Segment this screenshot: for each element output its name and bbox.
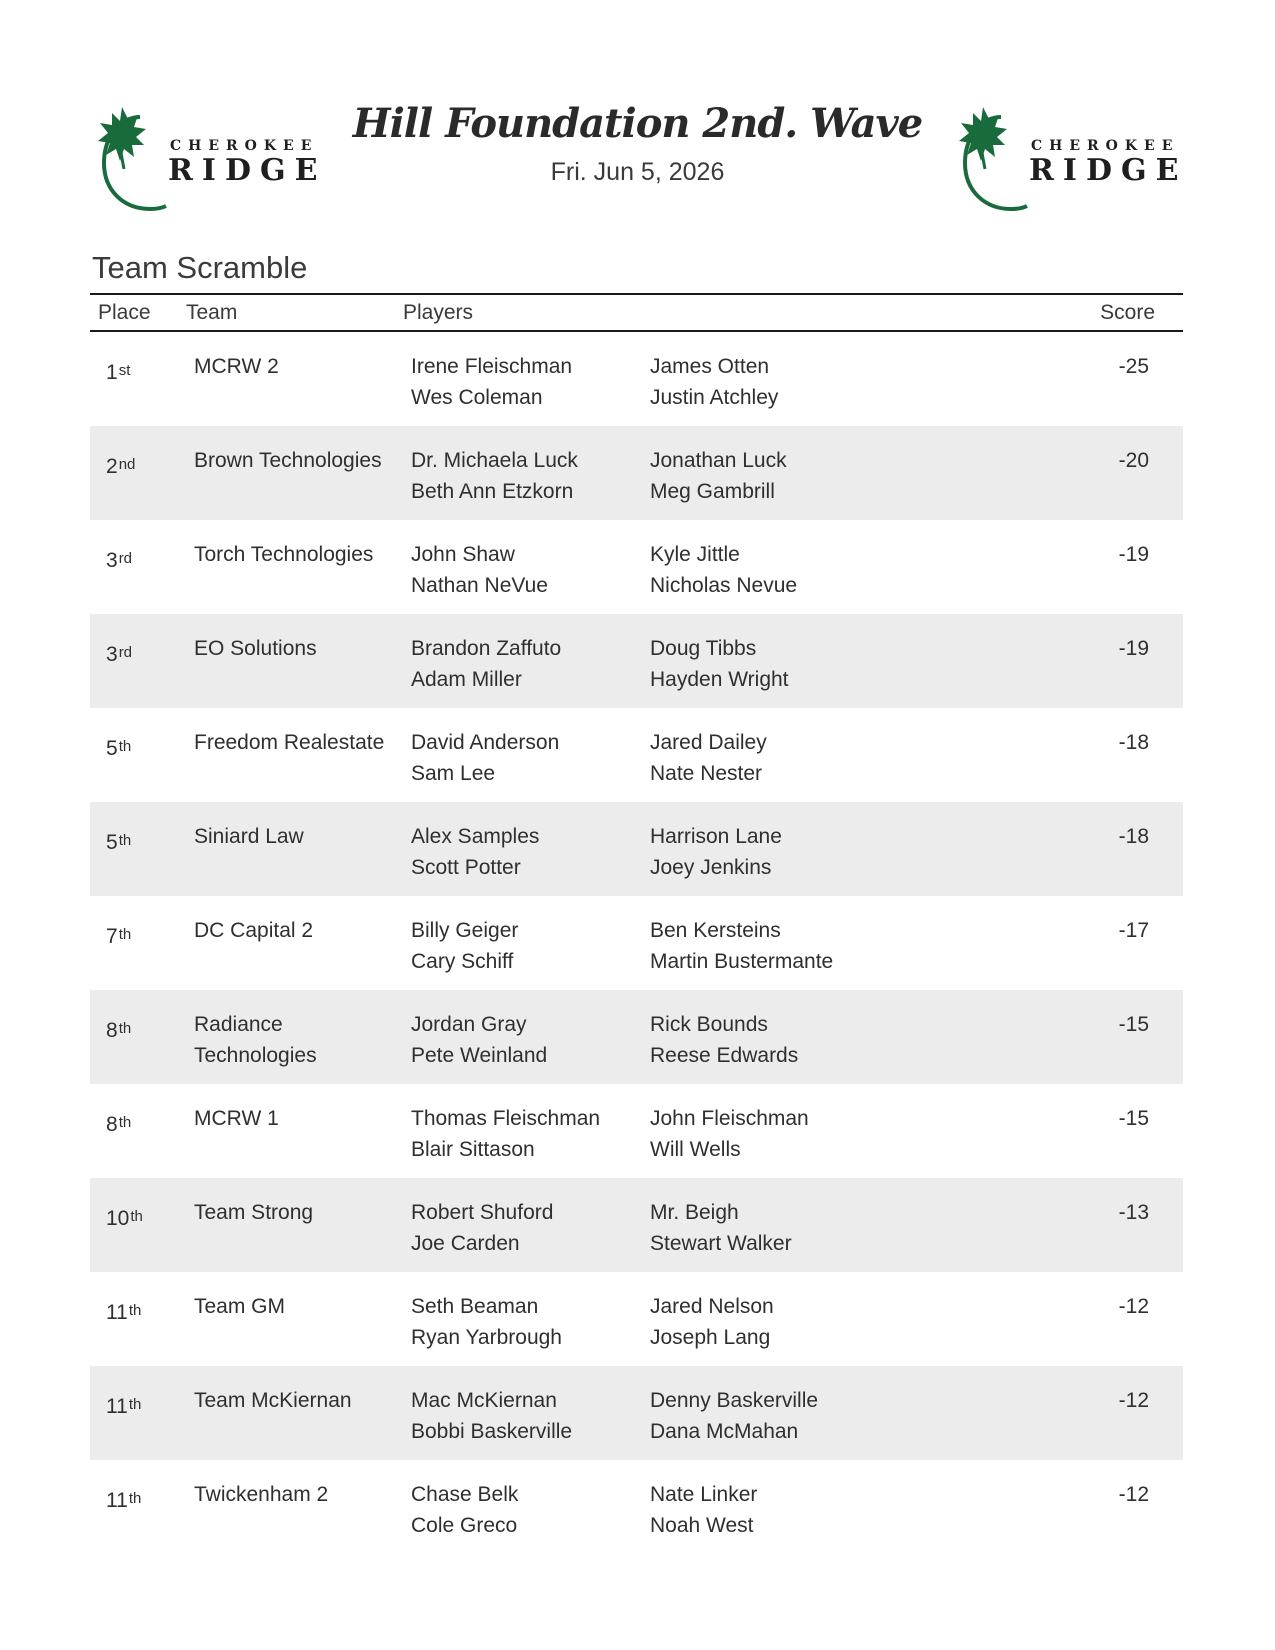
place-suffix: rd: [118, 550, 133, 567]
players-cell-b-line: Noah West: [650, 1514, 754, 1537]
players-cell-b-line: Joey Jenkins: [650, 856, 772, 879]
team-cell-line: Freedom Realestate: [194, 731, 385, 754]
players-cell-a: [411, 633, 561, 695]
team-cell: [194, 539, 409, 570]
score-cell: -20: [1118, 449, 1149, 472]
players-cell-b: [650, 727, 767, 789]
score-cell: -15: [1118, 1013, 1149, 1036]
score-cell: -13: [1118, 1201, 1149, 1224]
players-cell-a: [411, 727, 559, 789]
players-cell-b: [650, 915, 833, 977]
players-cell-b-line: Jared Dailey: [650, 731, 767, 754]
team-cell: [194, 351, 409, 382]
team-cell-line: DC Capital 2: [194, 919, 314, 942]
place-suffix: th: [118, 738, 132, 755]
place-number: 2: [106, 455, 118, 478]
table-body: [90, 332, 1183, 1554]
place-number: 11: [106, 1301, 128, 1324]
players-cell-b-line: Denny Baskerville: [650, 1389, 819, 1412]
table-row: [90, 332, 1183, 426]
place-number: 10: [106, 1207, 130, 1230]
score-cell: -19: [1118, 543, 1149, 566]
place-suffix: th: [118, 1114, 132, 1131]
logo-text-bottom: RIDGE: [1029, 153, 1188, 188]
score-cell: -12: [1118, 1389, 1149, 1412]
place-suffix: th: [128, 1396, 142, 1413]
players-cell-a: [411, 1291, 562, 1353]
table-row: [90, 1272, 1183, 1366]
players-cell-a: [411, 539, 548, 601]
team-cell-line: Team McKiernan: [194, 1389, 352, 1412]
team-cell: [194, 1479, 409, 1510]
table-row: [90, 802, 1183, 896]
players-cell-b-line: Jonathan Luck: [650, 449, 787, 472]
place-number: 7: [106, 925, 118, 948]
players-cell-a-line: Bobbi Baskerville: [411, 1420, 573, 1443]
place-number: 11: [106, 1489, 128, 1512]
table-row: [90, 426, 1183, 520]
event-title: Hill Foundation 2nd. Wave: [352, 100, 923, 147]
players-cell-a-line: Seth Beaman: [411, 1295, 539, 1318]
place-suffix: nd: [118, 456, 136, 473]
score-cell: -19: [1118, 637, 1149, 660]
score-cell: -15: [1118, 1107, 1149, 1130]
place-suffix: th: [130, 1208, 143, 1225]
players-cell-a-line: Nathan NeVue: [411, 574, 548, 597]
place-cell: [106, 639, 132, 670]
players-cell-b-line: Harrison Lane: [650, 825, 782, 848]
players-cell-a: [411, 1197, 553, 1259]
place-cell: [106, 451, 135, 482]
players-cell-b-line: Reese Edwards: [650, 1044, 799, 1067]
place-suffix: th: [118, 1020, 132, 1037]
place-suffix: rd: [118, 644, 133, 661]
team-cell: [194, 1291, 409, 1322]
players-cell-a-line: Dr. Michaela Luck: [411, 449, 578, 472]
players-cell-b: [650, 821, 782, 883]
players-cell-a-line: Scott Potter: [411, 856, 521, 879]
players-cell-a-line: Wes Coleman: [411, 386, 543, 409]
players-cell-b: [650, 1103, 809, 1165]
players-cell-a-line: Brandon Zaffuto: [411, 637, 562, 660]
place-cell: [106, 1203, 143, 1234]
score-cell: -17: [1118, 919, 1149, 942]
table-row: [90, 896, 1183, 990]
players-cell-a-line: Blair Sittason: [411, 1138, 535, 1161]
players-cell-b-line: Mr. Beigh: [650, 1201, 739, 1224]
players-cell-b: [650, 1479, 757, 1541]
players-cell-b: [650, 539, 797, 601]
players-cell-b-line: Justin Atchley: [650, 386, 779, 409]
players-cell-b-line: Stewart Walker: [650, 1232, 792, 1255]
place-number: 1: [106, 361, 118, 384]
place-number: 5: [106, 831, 118, 854]
column-header-score: Score: [1100, 301, 1155, 324]
team-cell-line: Twickenham 2: [194, 1483, 329, 1506]
team-cell-line: Technologies: [194, 1044, 317, 1067]
logo-text-top: CHEROKEE: [1031, 138, 1180, 154]
event-date: Fri. Jun 5, 2026: [550, 158, 725, 186]
players-cell-a: [411, 445, 578, 507]
players-cell-b-line: Rick Bounds: [650, 1013, 768, 1036]
players-cell-b-line: Joseph Lang: [650, 1326, 771, 1349]
players-cell-b-line: Dana McMahan: [650, 1420, 799, 1443]
players-cell-a-line: Cole Greco: [411, 1514, 518, 1537]
players-cell-b-line: Nicholas Nevue: [650, 574, 798, 597]
players-cell-a-line: John Shaw: [411, 543, 515, 566]
players-cell-a-line: Sam Lee: [411, 762, 496, 785]
players-cell-b: [650, 1291, 774, 1353]
team-cell: [194, 1009, 409, 1071]
players-cell-a-line: Adam Miller: [411, 668, 522, 691]
team-cell-line: EO Solutions: [194, 637, 317, 660]
players-cell-a-line: Ryan Yarbrough: [411, 1326, 562, 1349]
team-cell-line: Brown Technologies: [194, 449, 382, 472]
place-cell: [106, 1109, 131, 1140]
score-cell: -18: [1118, 825, 1149, 848]
team-cell-line: MCRW 2: [194, 355, 279, 378]
players-cell-a-line: Mac McKiernan: [411, 1389, 557, 1412]
table-header: [90, 293, 1183, 332]
team-cell-line: MCRW 1: [194, 1107, 279, 1130]
place-cell: [106, 1391, 141, 1422]
team-cell: [194, 727, 409, 758]
players-cell-a: [411, 821, 539, 883]
players-cell-a: [411, 1385, 572, 1447]
place-cell: [106, 357, 130, 388]
players-cell-b-line: Jared Nelson: [650, 1295, 774, 1318]
team-cell-line: Torch Technologies: [194, 543, 374, 566]
place-number: 11: [106, 1395, 128, 1418]
team-cell: [194, 1197, 409, 1228]
players-cell-a-line: Robert Shuford: [411, 1201, 554, 1224]
players-cell-b-line: James Otten: [650, 355, 770, 378]
score-cell: -18: [1118, 731, 1149, 754]
players-cell-b: [650, 1197, 792, 1259]
table-row: [90, 520, 1183, 614]
column-header-place: Place: [98, 301, 151, 324]
results-table: [90, 293, 1183, 1554]
place-suffix: th: [128, 1302, 142, 1319]
team-cell-line: Siniard Law: [194, 825, 304, 848]
players-cell-b-line: Will Wells: [650, 1138, 741, 1161]
place-suffix: th: [118, 832, 132, 849]
section-title: Team Scramble: [92, 250, 308, 285]
score-cell: -12: [1118, 1483, 1149, 1506]
place-number: 3: [106, 549, 118, 572]
table-row: [90, 1084, 1183, 1178]
players-cell-a-line: Irene Fleischman: [411, 355, 573, 378]
column-header-players: Players: [403, 301, 474, 324]
players-cell-a: [411, 1479, 518, 1541]
players-cell-a-line: Billy Geiger: [411, 919, 519, 942]
team-cell-line: Team GM: [194, 1295, 286, 1318]
players-cell-a-line: Beth Ann Etzkorn: [411, 480, 574, 503]
players-cell-b: [650, 1009, 798, 1071]
table-row: [90, 614, 1183, 708]
players-cell-b: [650, 445, 787, 507]
score-cell: -25: [1118, 355, 1149, 378]
team-cell: [194, 1103, 409, 1134]
players-cell-b-line: Kyle Jittle: [650, 543, 740, 566]
place-number: 8: [106, 1019, 118, 1042]
players-cell-b-line: Martin Bustermante: [650, 950, 834, 973]
players-cell-b-line: Hayden Wright: [650, 668, 789, 691]
column-header-team: Team: [186, 301, 238, 324]
team-cell-line: Team Strong: [194, 1201, 314, 1224]
team-cell: [194, 915, 409, 946]
players-cell-a: [411, 1009, 547, 1071]
team-cell: [194, 821, 409, 852]
table-row: [90, 990, 1183, 1084]
players-cell-a-line: Jordan Gray: [411, 1013, 527, 1036]
players-cell-a-line: Thomas Fleischman: [411, 1107, 601, 1130]
players-cell-a-line: Chase Belk: [411, 1483, 519, 1506]
place-cell: [106, 1015, 131, 1046]
team-cell: [194, 1385, 409, 1416]
table-row: [90, 708, 1183, 802]
logo-text-top: CHEROKEE: [170, 138, 319, 154]
place-cell: [106, 545, 132, 576]
players-cell-b: [650, 351, 778, 413]
score-cell: -12: [1118, 1295, 1149, 1318]
players-cell-a-line: David Anderson: [411, 731, 560, 754]
team-cell-line: Radiance: [194, 1013, 283, 1036]
place-cell: [106, 1485, 141, 1516]
place-cell: [106, 921, 131, 952]
table-row: [90, 1366, 1183, 1460]
logo-text-bottom: RIDGE: [168, 153, 327, 188]
players-cell-a-line: Cary Schiff: [411, 950, 514, 973]
players-cell-b-line: John Fleischman: [650, 1107, 809, 1130]
place-cell: [106, 827, 131, 858]
place-number: 3: [106, 643, 118, 666]
players-cell-b: [650, 633, 789, 695]
players-cell-b-line: Nate Nester: [650, 762, 763, 785]
team-cell: [194, 633, 409, 664]
place-number: 5: [106, 737, 118, 760]
players-cell-a-line: Pete Weinland: [411, 1044, 548, 1067]
players-cell-a: [411, 351, 572, 413]
players-cell-b: [650, 1385, 818, 1447]
players-cell-a: [411, 1103, 600, 1165]
place-cell: [106, 1297, 141, 1328]
players-cell-b-line: Doug Tibbs: [650, 637, 757, 660]
place-number: 8: [106, 1113, 118, 1136]
players-cell-a-line: Alex Samples: [411, 825, 540, 848]
players-cell-a-line: Joe Carden: [411, 1232, 520, 1255]
players-cell-a: [411, 915, 518, 977]
place-suffix: st: [118, 362, 131, 379]
table-row: [90, 1460, 1183, 1554]
place-suffix: th: [118, 926, 132, 943]
players-cell-b-line: Nate Linker: [650, 1483, 758, 1506]
place-cell: [106, 733, 131, 764]
players-cell-b-line: Ben Kersteins: [650, 919, 781, 942]
place-suffix: th: [128, 1490, 142, 1507]
players-cell-b-line: Meg Gambrill: [650, 480, 775, 503]
table-row: [90, 1178, 1183, 1272]
team-cell: [194, 445, 409, 476]
